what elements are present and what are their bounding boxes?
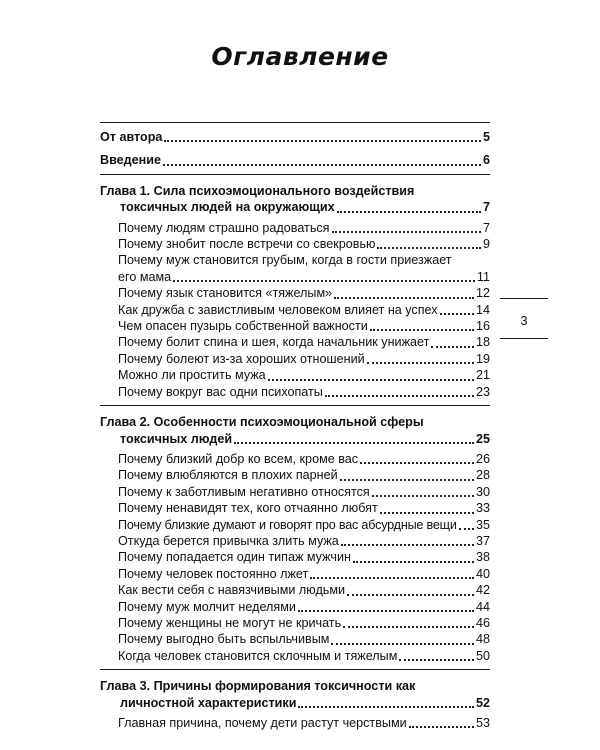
entry-title: токсичных людей на окружающих [120,200,335,215]
toc-entry[interactable] [100,615,490,631]
dot-leader [340,477,474,481]
toc-entry[interactable] [100,631,490,647]
dot-leader [268,377,474,381]
dot-leader [431,344,474,348]
dot-leader [347,592,474,596]
toc-entry[interactable] [100,549,490,565]
entry-page: 21 [475,368,490,383]
toc-entry[interactable] [100,367,490,383]
entry-title: Почему женщины не могут не кричать [118,615,342,630]
entry-title: Почему муж молчит неделями [118,599,296,614]
entry-title: Можно ли простить мужа [118,368,266,383]
toc-entry[interactable]: Почему муж становится грубым, когда в гости приезжает его мама 11 [118,253,490,284]
entry-title: Почему людям страшно радоваться [118,220,330,235]
chapter-heading[interactable]: Глава 3. Причины формирования токсичности как личностной характеристики 52 [100,679,490,710]
dot-leader [367,360,474,364]
entry-title: Чем опасен пузырь собственной важности [118,319,368,334]
toc-entry[interactable] [100,451,490,467]
entry-page: 6 [482,153,490,168]
page-title: Оглавление [211,42,389,71]
entry-page: 46 [475,615,490,630]
entry-title: Почему язык становится «тяжелым» [118,286,333,301]
entry-title: Почему влюбляются в плохих парней [118,468,338,483]
entry-title: токсичных людей [120,431,233,446]
toc-entry[interactable] [100,220,490,236]
table-of-contents [100,122,490,731]
entry-title: Почему болеют из-за хороших отношений [118,351,365,366]
entry-page: 19 [475,351,490,366]
entry-page: 53 [475,716,490,730]
entry-page: 40 [475,566,490,581]
entry-title: Почему знобит после встречи со свекровью [118,237,376,252]
chapter-heading[interactable]: Глава 2. Особенности психоэмоциональной сферы токсичных людей 25 [100,415,490,446]
entry-title: Почему к заботливым негативно относятся [118,484,370,499]
entry-title: Почему ненавидят тех, кого отчаянно любят [118,501,378,516]
dot-leader [459,526,474,530]
toc-entry[interactable] [100,648,490,664]
entry-page: 33 [475,501,490,516]
dot-leader [310,575,474,579]
dot-leader [334,295,474,299]
entry-page: 18 [475,335,490,350]
entry-page: 9 [482,237,490,252]
entry-page: 23 [475,384,490,399]
toc-entry[interactable] [100,334,490,350]
toc-entry[interactable] [100,467,490,483]
entry-title: Почему человек постоянно лжет [118,566,309,581]
toc-entry[interactable] [100,236,490,252]
entry-title: Откуда берется привычка злить мужа [118,533,339,548]
dot-leader [331,641,474,645]
entry-title: Как вести себя с навязчивыми людьми [118,583,346,598]
entry-title: Почему попадается один типаж мужчин [118,550,351,565]
dot-leader [409,724,474,728]
toc-entry[interactable] [100,384,490,400]
dot-leader [298,608,474,612]
entry-title: Почему близкие думают и говорят про вас абсурдные вещи [118,517,457,532]
entry-page: 38 [475,550,490,565]
dot-leader [337,209,481,213]
entry-title: От автора [100,130,163,144]
entry-title: Почему болит спина и шея, когда начальник унижает [118,335,430,350]
toc-entry[interactable] [100,582,490,598]
toc-entry[interactable] [100,533,490,549]
entry-title: Почему вокруг вас одни психопаты [118,384,323,399]
dot-leader [325,393,474,397]
entry-page: 16 [475,319,490,334]
entry-page: 28 [475,468,490,483]
divider [100,122,490,123]
dot-leader [380,510,474,514]
entry-page: 35 [475,517,490,532]
entry-title: Главная причина, почему дети растут черствыми [118,716,407,730]
entry-page: 42 [475,583,490,598]
entry-page: 30 [475,484,490,499]
entry-page: 11 [476,269,490,284]
divider [100,405,490,406]
dot-leader [163,162,481,166]
chapter-heading[interactable]: Глава 1. Сила психоэмоционального воздействия токсичных людей на окружающих 7 [100,183,490,215]
chapter-2 [100,414,490,664]
entry-title: Почему выгодно быть вспыльчивым [118,632,330,647]
toc-entry[interactable] [100,517,490,533]
dot-leader [298,704,474,708]
dot-leader [440,311,474,315]
entry-page: 50 [475,648,490,663]
toc-entry-intro[interactable] [100,152,490,168]
toc-entry[interactable] [100,500,490,516]
entry-page: 12 [475,286,490,301]
toc-entry[interactable] [100,285,490,301]
dot-leader [370,327,474,331]
toc-entry[interactable] [100,318,490,334]
toc-entry[interactable] [100,599,490,615]
toc-entry[interactable] [100,351,490,367]
dot-leader [234,440,474,444]
divider [100,669,490,670]
entry-page: 25 [475,431,490,446]
entry-page: 44 [475,599,490,614]
margin-rule-bottom [500,338,548,339]
toc-entry[interactable] [100,484,490,500]
entry-page: 52 [475,695,490,710]
dot-leader [372,493,474,497]
entry-page: 5 [482,130,490,144]
dot-leader [173,278,475,282]
divider [100,174,490,175]
dot-leader [360,460,474,464]
dot-leader [353,559,474,563]
dot-leader [399,657,474,661]
entry-page: 14 [475,302,490,317]
dot-leader [164,138,481,142]
chapter-3 [100,678,490,731]
entry-page: 26 [475,451,490,466]
toc-entry[interactable] [100,302,490,318]
entry-title: Почему близкий добр ко всем, кроме вас [118,451,359,466]
entry-title: личностной характеристики [120,695,297,710]
margin-rule-top [500,298,548,299]
entry-title: Когда человек становится склочным и тяжелым [118,648,398,663]
entry-title: Как дружба с завистливым человеком влияет на успех [118,302,438,317]
entry-page: 48 [475,632,490,647]
toc-entry[interactable] [100,715,490,731]
entry-page: 37 [475,533,490,548]
entry-title: его мама [118,269,172,284]
entry-page: 7 [482,200,490,215]
chapter-1 [100,183,490,400]
dot-leader [332,229,481,233]
entry-page: 7 [482,220,490,235]
page-number: 3 [520,313,528,328]
front-matter [100,122,490,169]
dot-leader [343,624,474,628]
toc-entry-author[interactable] [100,129,490,145]
toc-entry[interactable] [100,566,490,582]
dot-leader [377,245,481,249]
entry-title: Введение [100,153,162,168]
dot-leader [341,542,474,546]
